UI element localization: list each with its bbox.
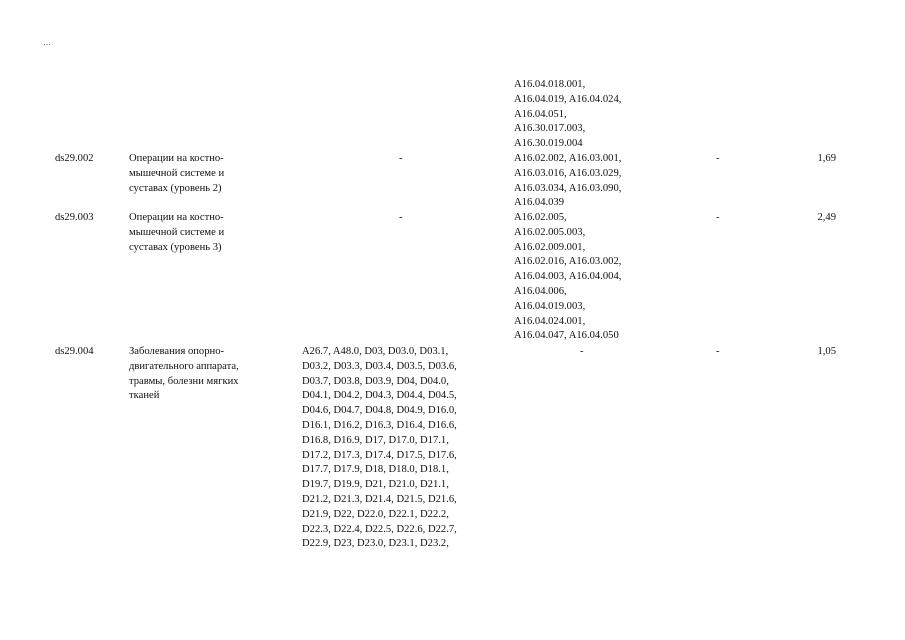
group-name: Операции на костно- мышечной системе и суставах (уровень 2) bbox=[129, 153, 225, 194]
group-code: ds29.002 bbox=[55, 153, 94, 164]
extra-criteria-cell: - bbox=[716, 346, 720, 357]
continued-services-cell: A16.04.018.001, A16.04.019, A16.04.024, A16.04.051, A16.30.017.003, A16.30.019.004 bbox=[514, 79, 622, 150]
group-code: ds29.004 bbox=[55, 346, 94, 357]
services-cell: - bbox=[580, 346, 584, 357]
services-cell: A16.02.002, A16.03.001, A16.03.016, A16.03.029, A16.03.034, A16.03.090, A16.04.039 bbox=[514, 153, 622, 209]
extra-criteria-cell: - bbox=[716, 153, 720, 164]
diagnoses-cell: A26.7, A48.0, D03, D03.0, D03.1, D03.2, D03.3, D03.4, D03.5, D03.6, D03.7, D03.8, D03.9, D04, D04.0, D04.1, D04.2, D04.3, D04.4, D04.5, D04.6, D04.7, D04.8, D04.9, D16.0, D16.1, D16.2, D16.3, D16.4, D16.6, D16.8, D16.9, D17, D17.0, D17.1, D17.2, D17.3, D17.4, D17.5, D17.6, D17.7, D17.9, D18, D18.0, D18.1, D19.7, D19.9, D21, D21.0, D21.1, D21.2, D21.3, D21.4, D21.5, D21.6, D21.9, D22, D22.0, D22.1, D22.2, D22.3, D22.4, D22.5, D22.6, D22.7, D22.9, D23, D23.0, D23.1, D23.2, bbox=[302, 346, 457, 550]
coefficient-cell: 1,05 bbox=[817, 346, 836, 357]
page-mark: … bbox=[43, 38, 51, 47]
diagnoses-cell: - bbox=[399, 153, 403, 164]
extra-criteria-cell: - bbox=[716, 212, 720, 223]
services-cell: A16.02.005, A16.02.005.003, A16.02.009.001, A16.02.016, A16.03.002, A16.04.003, A16.04.004, A16.04.006, A16.04.019.003, A16.04.024.001, A16.04.047, A16.04.050 bbox=[514, 212, 622, 342]
diagnoses-cell: - bbox=[399, 212, 403, 223]
coefficient-cell: 2,49 bbox=[817, 212, 836, 223]
group-name: Операции на костно- мышечной системе и суставах (уровень 3) bbox=[129, 212, 225, 253]
group-code: ds29.003 bbox=[55, 212, 94, 223]
coefficient-cell: 1,69 bbox=[817, 153, 836, 164]
group-name: Заболевания опорно- двигательного аппарата, травмы, болезни мягких тканей bbox=[129, 346, 239, 402]
